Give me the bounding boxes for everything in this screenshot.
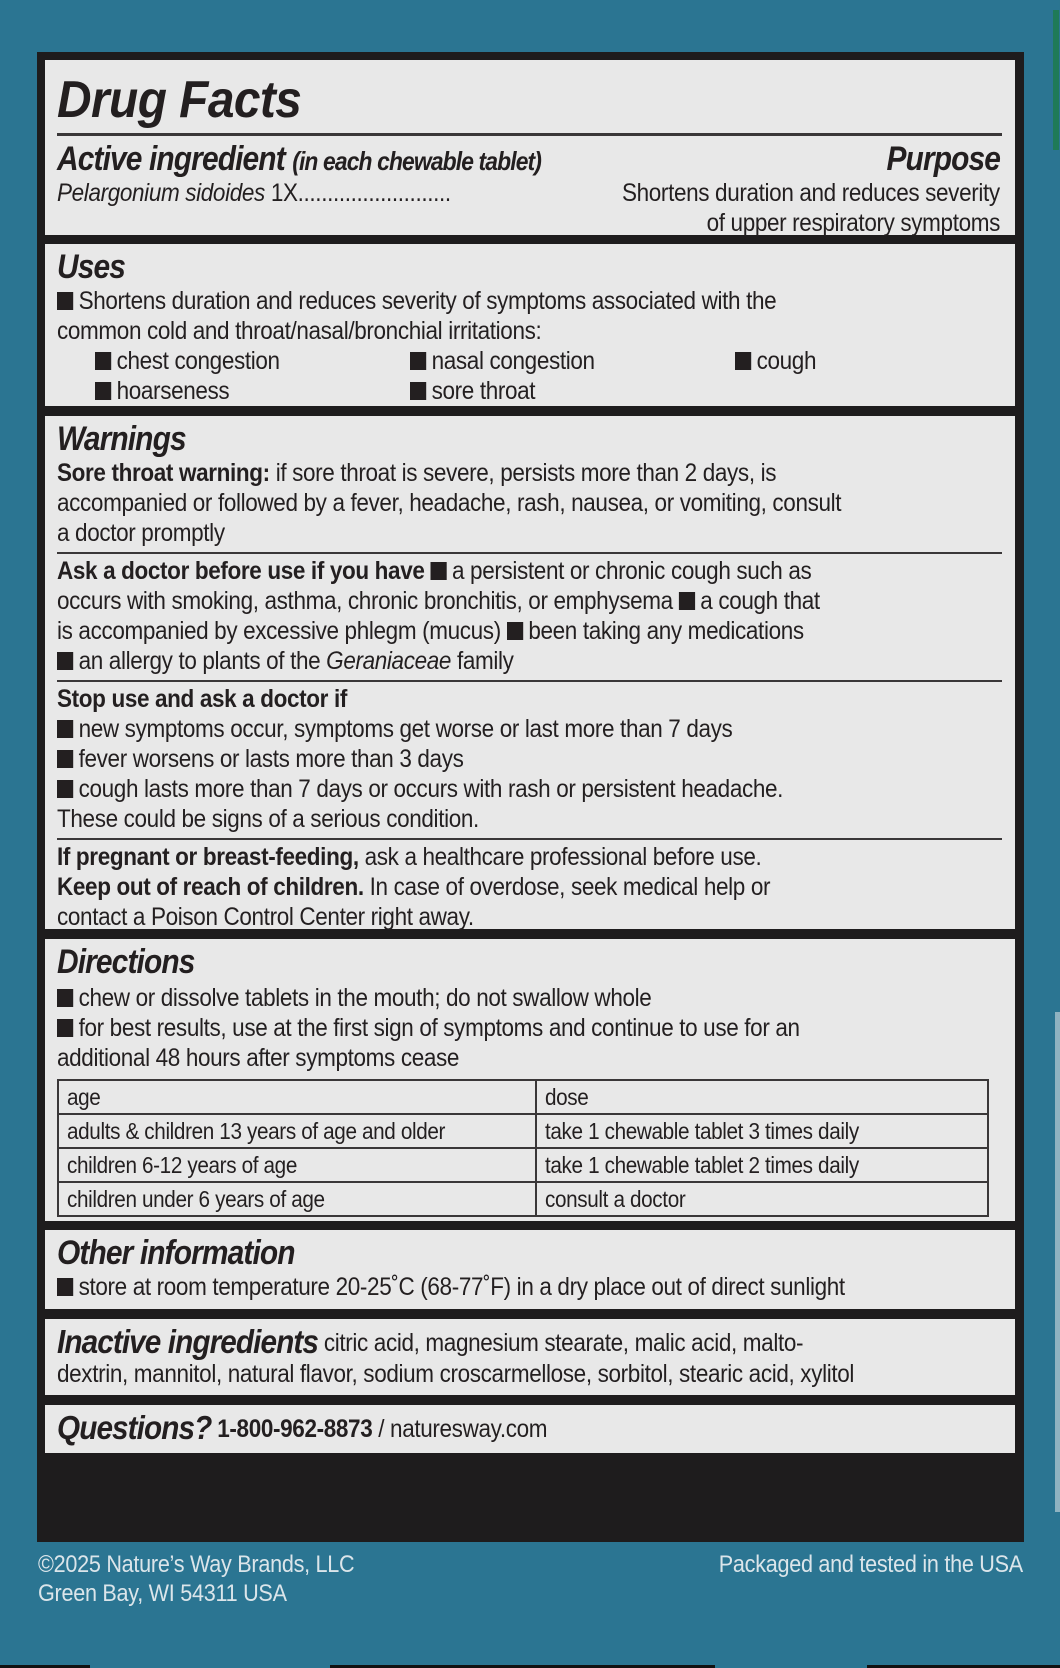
bullet-square-icon	[57, 780, 73, 798]
inactive-ingredients-text: dextrin, mannitol, natural flavor, sodium croscarmellose, sorbitol, stearic acid, xylitol	[57, 1360, 855, 1388]
other-information-heading: Other information	[57, 1234, 295, 1272]
address: Green Bay, WI 54311 USA	[38, 1580, 287, 1607]
list-item: new symptoms occur, symptoms get worse or last more than 7 days	[57, 714, 908, 744]
stop-use-closing: These could be signs of a serious condition.	[57, 805, 479, 833]
active-ingredient-subheading: (in each chewable tablet)	[292, 146, 542, 176]
list-item: chest congestion	[95, 346, 379, 376]
table-cell: adults & children 13 years of age and older	[58, 1114, 536, 1148]
bullet-square-icon	[507, 622, 523, 640]
list-item: cough lasts more than 7 days or occurs with rash or persistent headache.	[57, 774, 908, 804]
uses-section	[45, 244, 1015, 406]
inactive-ingredients-heading: Inactive ingredients	[57, 1323, 318, 1360]
stop-use-label: Stop use and ask a doctor if	[57, 685, 347, 713]
directions-heading: Directions	[57, 943, 195, 981]
list-item: hoarseness	[95, 376, 379, 406]
bullet-square-icon	[57, 292, 73, 310]
package-edge-graphic	[1053, 10, 1059, 150]
bullet-square-icon	[679, 592, 695, 610]
table-row	[58, 1148, 988, 1182]
ingredient-name: Pelargonium sidoides	[57, 179, 265, 207]
inactive-ingredients-text: citric acid, magnesium stearate, malic acid, malto-	[323, 1329, 804, 1357]
uses-intro-line2: common cold and throat/nasal/bronchial irritations:	[57, 317, 542, 345]
warnings-section: Warnings Sore throat warning: if sore throat is severe, persists more than 2 days, is accompanied or followed by a fever, headache, rash, nausea, or vomiting, consult a doctor promptly Ask a doctor before use if you have a persistent or chronic cough such as occurs with smoking, asthma, chronic bronchitis, or emphysema a cough that is accompanied by excessive phlegm (mucus) been taking any medications an allergy to plants of the Geraniaceae family Stop use and ask a doctor if new symptoms occur, symptoms get worse or last more than 7 days fever worsens or lasts more than 3 days cough lasts more than 7 days or occurs with rash or persistent headache. These could be signs of a serious condition. If pregnant or breast-feeding, ask a healthcare professional before use. Keep out of reach of children. In case of overdose, seek medical help or contact a Poison Control Center right away.	[45, 416, 1015, 929]
bullet-square-icon	[57, 720, 73, 738]
purpose-heading: Purpose	[886, 140, 1000, 178]
leader-dots: ..........................	[297, 179, 451, 207]
list-item: for best results, use at the first sign of symptoms and continue to use for an	[57, 1013, 908, 1043]
table-row	[58, 1114, 988, 1148]
divider	[57, 680, 1002, 682]
list-item: nasal congestion	[410, 346, 703, 376]
dosage-table	[57, 1079, 989, 1217]
bullet-square-icon	[410, 382, 426, 400]
directions-text: additional 48 hours after symptoms cease	[57, 1044, 460, 1072]
list-item: cough	[735, 346, 915, 376]
purpose-line-2: of upper respiratory symptoms	[706, 209, 1000, 237]
package-edge-graphic	[1055, 1012, 1060, 1512]
bullet-square-icon	[95, 382, 111, 400]
list-item: fever worsens or lasts more than 3 days	[57, 744, 908, 774]
inactive-ingredients-section	[45, 1319, 1015, 1395]
bullet-square-icon	[57, 750, 73, 768]
warning-text: contact a Poison Control Center right away.	[57, 903, 474, 931]
list-item: store at room temperature 20-25˚C (68-77˚F) in a dry place out of direct sunlight	[57, 1272, 908, 1302]
active-ingredient-section	[45, 60, 1015, 235]
table-header: dose	[536, 1080, 988, 1114]
table-row	[58, 1182, 988, 1216]
ingredient-strength: 1X	[270, 179, 298, 207]
drug-facts-panel	[37, 52, 1024, 1542]
questions-heading: Questions?	[57, 1409, 212, 1446]
uses-intro: Shortens duration and reduces severity of symptoms associated with the	[78, 287, 777, 315]
bullet-square-icon	[95, 352, 111, 370]
uses-list	[57, 346, 1002, 406]
table-cell: children 6-12 years of age	[58, 1148, 536, 1182]
bullet-square-icon	[57, 652, 73, 670]
bullet-square-icon	[57, 989, 73, 1007]
list-item: sore throat	[410, 376, 703, 406]
bullet-square-icon	[430, 562, 446, 580]
questions-section: Questions? 1-800-962-8873 / naturesway.com	[45, 1405, 1015, 1453]
table-cell: children under 6 years of age	[58, 1182, 536, 1216]
warning-text: a doctor promptly	[57, 519, 225, 547]
page-title: Drug Facts	[57, 71, 302, 129]
other-information-section	[45, 1230, 1015, 1309]
divider	[57, 838, 1002, 840]
warnings-heading: Warnings	[57, 420, 186, 458]
bullet-square-icon	[410, 352, 426, 370]
ask-doctor-label: Ask a doctor before use if you have	[57, 557, 425, 585]
bullet-square-icon	[57, 1019, 73, 1037]
sore-throat-label: Sore throat warning:	[57, 459, 270, 487]
children-label: Keep out of reach of children.	[57, 873, 364, 901]
pregnant-label: If pregnant or breast-feeding,	[57, 843, 359, 871]
phone-number[interactable]: 1-800-962-8873	[217, 1415, 373, 1443]
copyright: ©2025 Nature’s Way Brands, LLC	[38, 1551, 355, 1578]
website-link[interactable]: naturesway.com	[390, 1415, 548, 1443]
table-cell: consult a doctor	[536, 1182, 988, 1216]
warning-text: accompanied or followed by a fever, headache, rash, nausea, or vomiting, consult	[57, 489, 842, 517]
directions-section	[45, 939, 1015, 1221]
table-cell: take 1 chewable tablet 3 times daily	[536, 1114, 988, 1148]
uses-heading: Uses	[57, 248, 126, 286]
table-header: age	[58, 1080, 536, 1114]
list-item: chew or dissolve tablets in the mouth; do not swallow whole	[57, 983, 908, 1013]
origin-statement: Packaged and tested in the USA	[718, 1551, 1023, 1578]
active-ingredient-heading: Active ingredient	[57, 140, 285, 178]
bullet-square-icon	[735, 352, 751, 370]
divider	[57, 552, 1002, 554]
purpose-line-1: Shortens duration and reduces severity	[622, 179, 1000, 207]
bullet-square-icon	[57, 1278, 73, 1296]
table-header-row	[58, 1080, 988, 1114]
table-cell: take 1 chewable tablet 2 times daily	[536, 1148, 988, 1182]
